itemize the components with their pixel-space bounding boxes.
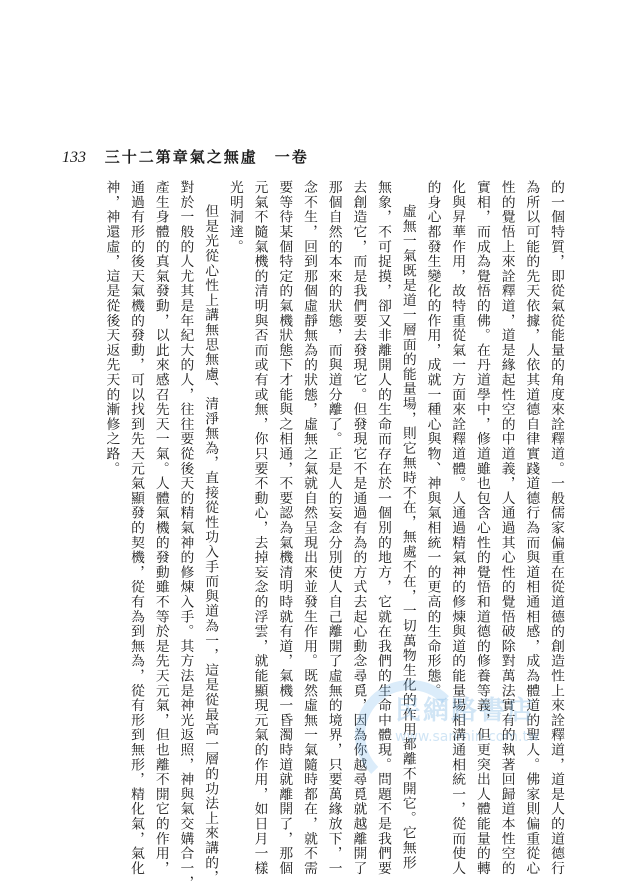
text-column: 對於一般的人尤其是年紀大的人，往往要從後天的精氣神的修煉入手。其方法是神光返照，神與氣交媾合一， xyxy=(177,180,194,890)
watermark-name: 民網路書店 xyxy=(395,696,536,726)
running-title: 三十二第章氣之無虛 一卷 xyxy=(104,148,309,166)
text-column: 那個自然的本來的狀態，而與道分離了。正是人的妄念分別使人自己離開了虛無的境界，只要萬緣放下，一 xyxy=(325,180,342,876)
text-column: 通過有形的後天氣機的發動，可以找到先天元氣顯發的契機，從有為到無為，從有形到無形，精化氣，氣化 xyxy=(128,180,145,876)
paragraph-start-column: 虛無一氣既是道一層面的能量場，則它無時不在，無處不在，一切萬物生化的作用都離不開它。它無形 xyxy=(399,204,416,870)
paragraph-start-column: 但是光從心性上講無思無慮、清淨無為，直接從性功入手而與道為一，這是從最高一層的功法上來講的， xyxy=(202,204,219,885)
text-column: 去創造它，而是我們要去發現它。但發現它不是通過有為的方式去起心動念尋覓，因為你越尋覓就越離開了 xyxy=(350,180,367,876)
body-text xyxy=(98,180,568,890)
text-column: 光明洞達。 xyxy=(226,180,243,254)
text-column: 神，神還虛，這是從後天返先天的漸修之路。 xyxy=(103,180,120,476)
text-column: 無象，不可捉摸，卻又非離開人的生命而存在於一個別的地方，它就在我們的生命中體現。問題不是我們要 xyxy=(375,180,392,876)
text-column: 化與昇華作用，故特重從氣一方面來詮釋道體。人通過精氣神的修煉與道的能量場相溝通相統一，從而使人 xyxy=(449,180,466,876)
text-column: 念不生，回到那個虛靜無為的狀態，虛無之氣就自然呈現出來並發生作用。既然虛無一氣隨時都在，就不需 xyxy=(300,180,317,876)
watermark-url: www.sanmin.com.tw xyxy=(395,729,540,745)
text-column: 為所以可能的先天依據，人依其道德自律實踐道德行為而與道相通相感，成為體道的聖人。佛家則偏重從心 xyxy=(523,180,540,876)
text-column: 實相，而成為覺悟的佛。在丹道學中，修道雖也包含心性的覺悟和道德的修養等義，但更突出人體能量的轉 xyxy=(473,180,490,876)
page-number: 133 xyxy=(62,149,86,166)
text-column: 產生身體的真氣發動，以此來感召先天一氣。人體氣機的發動雖不等於是先天元氣，但也離不開它的作用， xyxy=(152,180,169,876)
text-column: 要等待某個特定的氣機狀態下才能與之相通，不要認為氣機清明時就有道，氣機一昏濁時道就離開了，那個 xyxy=(276,180,293,876)
text-column: 性的覺悟上來詮釋道，道是緣起性空的中道義，人通過其心性的覺悟破除對萬法實有的執著回歸道本性空的 xyxy=(498,180,515,876)
page-header xyxy=(62,146,309,167)
text-column: 元氣不隨氣機的清明與否而或有或無，你只要不動心，去掉妄念的浮雲，就能顯現元氣的作用，如日月一樣 xyxy=(251,180,268,876)
text-column: 的身心都發生變化的作用，成就一種心與物、神與氣相統一的更高的生命形態。 xyxy=(424,180,441,698)
text-column: 的一個特質，即從氣從能量的角度來詮釋道。一般儒家偏重在從道德的創造性上來詮釋道，道是人的道德行 xyxy=(548,180,564,876)
